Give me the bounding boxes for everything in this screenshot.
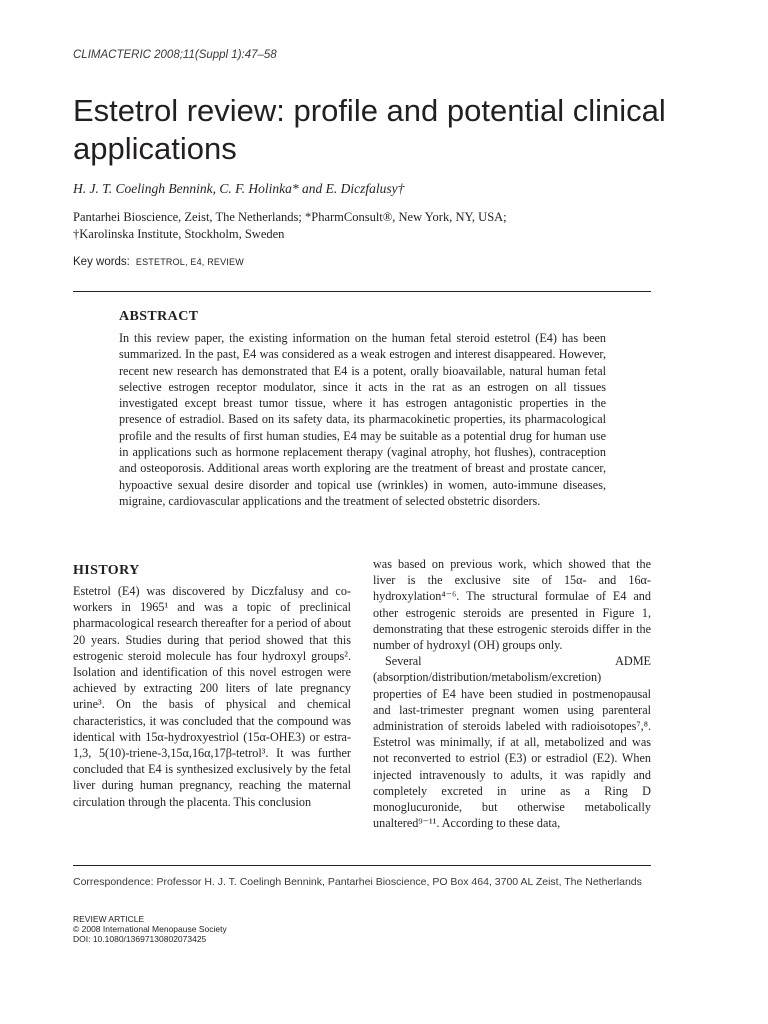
- body-paragraph: Several ADME (absorption/distribution/metabolism/excretion) properties of E4 have been studied in postmenopausal and last-trimester pregnant women using parenteral administration of steroids labeled with radioisotopes⁷,⁸. Estetrol was minimally, if at all, metabolized and was not reconverted to estriol (E3) or estradiol (E2). When injected intravenously to adults, it was rapidly and completely excreted in urine as a Ring D monoglucuronide, but otherwise metabolically unaltered⁹⁻¹¹. According to these data,: [373, 654, 651, 831]
- article-title: Estetrol review: profile and potential clinical applications: [73, 93, 666, 166]
- abstract-text: In this review paper, the existing information on the human fetal steroid estetrol (E4) has been summarized. In the past, E4 was considered as a weak estrogen and interest disappeared. However, recent new research has demonstrated that E4 is a potent, orally bioavailable, natural human fetal selective estrogen receptor modulator, since it acts in the rat as an estrogen on all tissues investigated except breast tumor tissue, where it has estrogen antagonistic properties in the presence of estradiol. Based on its safety data, its pharmacokinetic properties, its pharmacological profile and the results of first human studies, E4 may be suitable as a potential drug for human use in applications such as hormone replacement therapy (vaginal atrophy, hot flushes), contraception and osteoporosis. Additional areas worth exploring are the treatment of breast and prostate cancer, hypoactive sexual desire disorder and topical use (wrinkles) in women, auto-immune diseases, migraine, cardiovascular applications and the treatment of selected obstetric disorders.: [119, 331, 606, 508]
- footer-doi: DOI: 10.1080/13697130802073425: [73, 934, 207, 944]
- abstract-heading: ABSTRACT: [119, 309, 199, 324]
- footer-article-type: REVIEW ARTICLE: [73, 914, 145, 924]
- keywords-value: ESTETROL, E4, REVIEW: [135, 257, 244, 267]
- divider-bottom: [73, 865, 651, 866]
- affiliation-line: Pantarhei Bioscience, Zeist, The Netherlands; *PharmConsult®, New York, NY, USA;: [73, 210, 507, 224]
- author-list: H. J. T. Coelingh Bennink, C. F. Holinka* and E. Diczfalusy†: [73, 181, 405, 196]
- footer-copyright: © 2008 International Menopause Society: [73, 924, 227, 934]
- history-heading: HISTORY: [73, 563, 140, 578]
- correspondence-note: Correspondence: Professor H. J. T. Coelingh Bennink, Pantarhei Bioscience, PO Box 464, 3700 AL Zeist, The Netherlands: [73, 876, 642, 888]
- body-column-left: Estetrol (E4) was discovered by Diczfalusy and co-workers in 1965¹ and was a topic of preclinical pharmacological research thereafter for a period of about 20 years. Studies during that period showed that this estrogenic steroid molecule has four hydroxyl groups². Isolation and identification of this novel estrogen were achieved by extracting 200 liters of late pregnancy urine³. On the basis of physical and chemical characteristics, it was concluded that the compound was identical with 15α-hydroxyestriol (15α-OHE3) or estra-1,3, 5(10)-triene-3,15α,16α,17β-tetrol³. It was further concluded that E4 is synthesized exclusively by the fetal liver during human pregnancy, reaching the maternal circulation through the placenta. This conclusion: [73, 584, 351, 809]
- divider-top: [73, 291, 651, 292]
- keywords: [73, 256, 244, 268]
- article-footer: [73, 914, 227, 944]
- affiliation-line: †Karolinska Institute, Stockholm, Sweden: [73, 227, 285, 241]
- keywords-label: Key words:: [73, 256, 130, 268]
- body-paragraph: was based on previous work, which showed that the liver is the exclusive site of 15α- and 16α-hydroxylation⁴⁻⁶. The structural formulae of E4 and other estrogenic steroids are presented in Figure 1, demonstrating that these estrogenic steroids differ in the number of hydroxyl (OH) groups only.: [373, 557, 651, 653]
- affiliations: [73, 209, 507, 243]
- journal-reference: CLIMACTERIC 2008;11(Suppl 1):47–58: [73, 49, 277, 61]
- body-column-right: [373, 556, 651, 831]
